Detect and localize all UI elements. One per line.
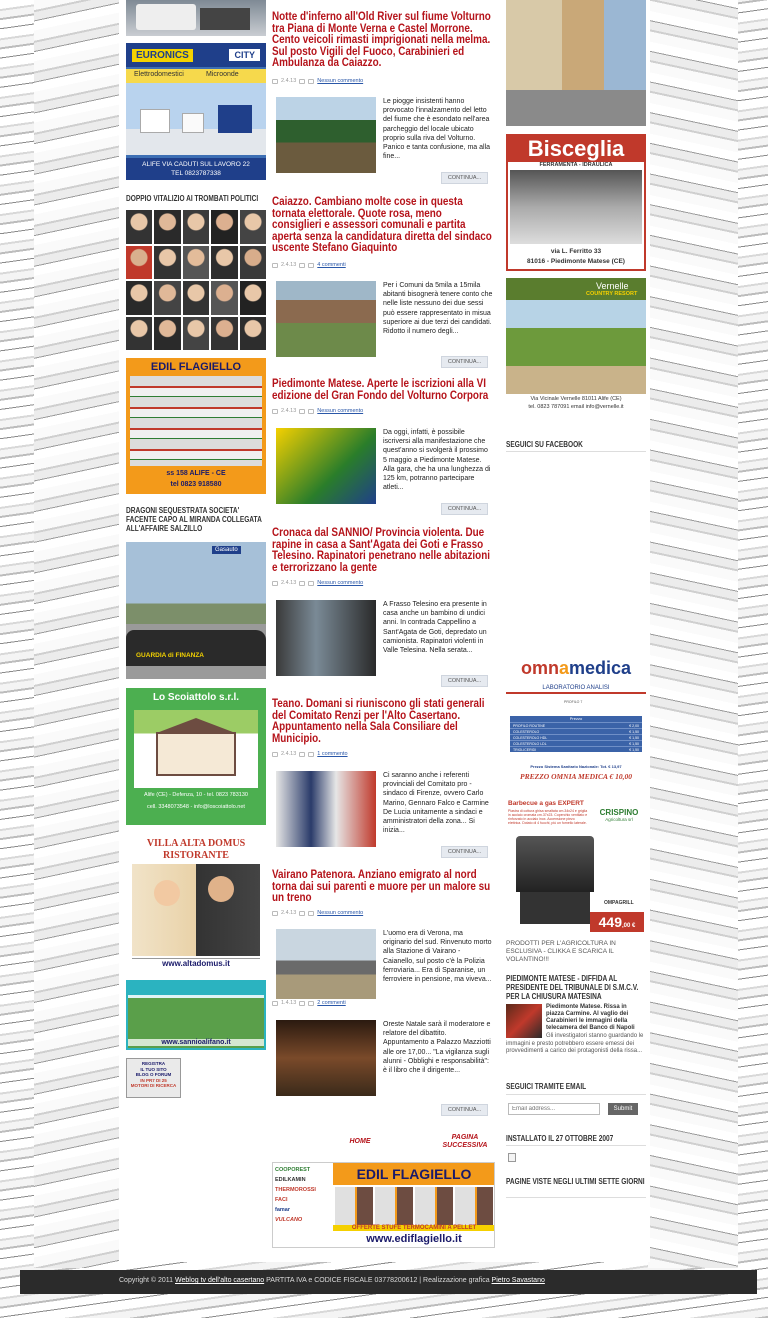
continua-button[interactable]: CONTINUA... [441,675,488,687]
sannio-alifano-ad[interactable] [126,980,266,1050]
comment-icon [308,263,314,268]
euronics-ad[interactable] [126,43,266,180]
comment-icon [308,752,314,757]
post-thumbnail-flood[interactable] [276,97,376,173]
bisceglia-city: 81016 - Piedimonte Matese (CE) [527,258,625,265]
bisceglia-address: via L. Ferritto 33 [550,248,602,255]
post-meta [272,408,363,414]
street-photo[interactable] [506,0,646,126]
widget-divider [506,1145,646,1146]
post-title-link[interactable]: Vairano Patenora. Anziano emigrato al nord torna dai sui parenti e muore per un malore su un treno [272,869,491,904]
crispino-logo [594,808,644,822]
banner-name: EDIL FLAGIELLO [333,1163,495,1185]
bisceglia-name: Bisceglia [508,136,644,162]
edil-flagiello-phone: tel 0823 918580 [170,481,222,488]
comment-icon [308,581,314,586]
post-meta [272,910,363,916]
post-date: 2.4.13 [281,262,297,268]
omnia-price-value: € 1,50 [629,748,639,752]
politicians-photo-grid[interactable] [126,210,266,350]
omnia-price-row [510,746,642,752]
banner-url: www.ediflagiello.it [366,1233,462,1245]
continua-button[interactable]: CONTINUA... [441,172,488,184]
post-thumbnail-caiazzo[interactable] [276,281,376,357]
post-title-link[interactable]: Teano. Domani si riuniscono gli stati generali del Comitato Renzi per l'Alto Casertano. Appuntamento nella Sala Consiliare del Municipio. [272,698,485,745]
villa-alta-domus-name: VILLA ALTA DOMUS [146,838,246,849]
store-sign-elettrodomestici: Elettrodomestici [134,71,184,78]
category-icon [299,911,305,916]
vernelle-ad[interactable] [506,278,646,415]
post-excerpt: Ci saranno anche i referenti provinciali del Comitato pro -sindaco di Firenze, ovvero Carlo Marino, Gennaro Falco e Carmine De Lucia unitamente a sindaci e amministratori della zona... Si inizia... [383,772,489,835]
villa-alta-domus-ad[interactable] [126,834,266,971]
ompagrill-logo: OMPAGRILL [604,900,634,906]
post-thumbnail-renzi[interactable] [276,771,376,847]
gdf-car-label: GUARDIA di FINANZA [136,652,205,659]
villa-alta-domus-sub: RISTORANTE [163,850,229,861]
post-meta [272,78,363,84]
omnia-price-value: € 1,50 [629,736,639,740]
omnia-price-item: TRIGLICERIDI [513,748,537,752]
registra-l3: BLOG O FORUM [135,1072,172,1077]
post-excerpt: Per i Comuni da 5mila a 15mila abitanti bisognerà tenere conto che nelle liste nessuno dei due sessi può essere rappresentato in misua superiore ai due terzi dei candidati. Ridotto il numero degli... [383,282,493,336]
home-link[interactable]: HOME [349,1138,371,1145]
post-comments-link[interactable]: 4 commenti [317,262,346,268]
omnia-price-item: COLESTEROLO [513,730,540,734]
continua-button[interactable]: CONTINUA... [441,846,488,858]
category-icon [299,1001,305,1006]
banner-offer: OFFERTE STUFE TERMOCAMINI A PELLET [333,1225,495,1231]
clock-icon [272,911,278,916]
brand-vulcano: VULCANO [275,1217,303,1223]
post-excerpt: Oreste Natale sarà il moderatore e relatore del dibattito. Appuntamento a Palazzo Mazziotti alle ore 17,00... "La vigilanza sugli alunni - Obblighi e responsabilità": è il libro che il dirigente... [383,1021,491,1075]
category-icon [299,263,305,268]
counter-icon[interactable] [508,1153,516,1162]
guardia-finanza-photo[interactable] [126,542,266,679]
footer-copy: Copyright © 2011 [119,1277,174,1284]
registra-sito-badge[interactable] [126,1058,181,1098]
registra-l4: IN PR7 DI 25 [140,1077,167,1083]
submit-button[interactable]: Submit [608,1103,638,1115]
omnia-sub: LABORATORIO ANALISI [506,682,646,694]
continua-button[interactable]: CONTINUA... [441,503,488,515]
post-thumbnail-treno[interactable] [276,929,376,999]
omnia-name-a: omn [520,658,559,678]
euronics-logo: EURONICS [132,49,193,62]
brand-famar: famar [275,1207,290,1213]
brand-edilkamin: EDILKAMIN [275,1177,306,1183]
post-date: 1.4.13 [281,1000,297,1006]
vernelle-address: Via Vicinale Vernelle 81011 Alife (CE) [530,396,622,402]
registra-l1: REGISTRA [141,1061,166,1066]
post-title-link[interactable]: Caiazzo. Cambiano molte cose in questa tornata elettorale. Quote rosa, meno consiglieri e assessori comunali e partita aperta senza la candidatura diretta del sindaco uscente Stefano Giaquinto [272,196,492,254]
clock-icon [272,79,278,84]
widget-title-vitalizio: DOPPIO VITALIZIO AI TROMBATI POLITICI [126,194,259,203]
post-date: 2.4.13 [281,580,297,586]
edil-flagiello-banner[interactable] [272,1162,495,1248]
comment-icon [308,911,314,916]
post-comments-link[interactable]: 2 commenti [317,1000,346,1006]
omnia-price-value: € 1,50 [629,742,639,746]
scoiattolo-ad[interactable] [126,688,266,825]
comment-icon [308,409,314,414]
post-comments-link[interactable]: Nessun commento [317,408,364,414]
omnia-price-value: € 2,00 [629,724,639,728]
omnia-medica-ad[interactable] [506,654,646,784]
widget-title-diffida: PIEDIMONTE MATESE - DIFFIDA AL PRESIDENTE DEL TRIBUNALE DI S.M.C.V. PER LA CHIUSURA MATESINA [506,974,639,1001]
footer-site-link[interactable]: Weblog tv dell'alto casertano [175,1277,265,1284]
widget-divider [506,1094,646,1095]
widget-divider [506,451,646,452]
omnia-price-item: PROFILO ROUTINE [513,724,546,728]
clock-icon [272,581,278,586]
euronics-phone: TEL 0823787338 [171,170,221,177]
scoiattolo-contact: cell. 3348073548 - info@loscoiattolo.net [147,804,245,810]
category-icon [299,581,305,586]
van-ad[interactable] [126,0,266,36]
footer-mid: PARTITA IVA e CODICE FISCALE 03778200612 | Realizzazione grafica [266,1277,490,1284]
brand-faci: FACI [275,1197,288,1203]
diffida-text: Gli investigatori stanno guardando le immagini e presto potrebbero essere emessi dei provvedimenti a carico dei protagonisti della rissa... [506,1033,644,1054]
barbecue-price-big: 449 [598,914,622,930]
post-date: 2.4.13 [281,910,297,916]
crispino-sub: Agricoltura srl [605,817,633,822]
bisceglia-ad[interactable] [506,134,646,271]
post-title-link[interactable]: Piedimonte Matese. Aperte le iscrizioni alla VI edizione del Gran Fondo del Volturno Corpora [272,378,489,402]
barbecue-price [590,912,644,932]
omnia-price-table [510,716,642,752]
barbecue-desc: Piastra di cottura ghisa smaltata cm.34x24 e griglia in acciaio cromata cm.37x23. Coperchio ventilato e rinforzato in acciaio inox. Accensione piezo elettrica. Dotato di 4 fuochi, più un fornello laterale. [508,809,588,825]
footer-author-link[interactable]: Pietro Savastano [491,1277,545,1284]
euronics-address: ALIFE VIA CADUTI SUL LAVORO 22 [142,161,250,168]
brand-coporest: COOPOREST [275,1167,311,1173]
registra-l5: MOTORI DI RICERCA [130,1083,177,1088]
post-comments-link[interactable]: Nessun commento [317,78,364,84]
barbecue-title: Barbecue a gas EXPERT [508,800,584,807]
post-comments-link[interactable]: 1 commento [317,751,348,757]
category-icon [299,79,305,84]
omnia-mini: PROFILO 7 [564,700,583,704]
next-page-link[interactable]: PAGINA SUCCESSIVA [442,1134,488,1149]
registra-l2: IL TUO SITO [140,1066,167,1072]
barbecue-caption[interactable]: PRODOTTI PER L'AGRICOLTURA IN ESCLUSIVA - CLIKKA E SCARICA IL VOLANTINO!!! [506,940,616,963]
sannio-alifano-url: www.sannioalifano.it [128,1039,264,1046]
email-input[interactable] [508,1103,600,1115]
clock-icon [272,263,278,268]
post-date: 2.4.13 [281,751,297,757]
post-excerpt: L'uomo era di Verona, ma originario del sud. Rinvenuto morto alla Stazione di Vairano - Caianello, sul posto c'è la Polizia ferroviaria... Era di Sparanise, un ferroviere in pensione, ma viveva... [383,930,492,984]
omnia-price-item: COLESTEROLO LDL [513,742,547,746]
omnia-ssn: Prezzo Sistema Sanitario Nazionale: Tot. € 13,97 [530,764,622,769]
post-title-link[interactable]: Cronaca dal SANNIO/ Provincia violenta. Due rapine in casa a Sant'Agata dei Goti e Frasso Telesino. Rapinatori penetrano nelle abitazioni e terrorizzano la gente [272,527,490,574]
post-thumbnail-rapina[interactable] [276,600,376,676]
vernelle-sub: COUNTRY RESORT [586,291,638,297]
clock-icon [272,752,278,757]
post-comments-link[interactable]: Nessun commento [317,910,364,916]
widget-title-facebook: SEGUICI SU FACEBOOK [506,440,583,449]
omnia-price-value: € 1,50 [629,730,639,734]
post-meta [272,751,348,757]
euronics-city: CITY [229,49,260,61]
villa-alta-domus-url: www.altadomus.it [132,958,260,968]
widget-divider [506,1197,646,1198]
post-date: 2.4.13 [281,78,297,84]
post-title-link[interactable]: Notte d'inferno all'Old River sul fiume Volturno tra Piana di Monte Verna e Castel Morrone. Cento veicoli rimasti imprigionati nella melma. Sul posto Vigili del Fuoco, Carabinieri ed Ambulanza da Caiazzo. [272,11,491,69]
gasauto-sign: Gasauto [212,546,241,554]
omnia-table-head: Prezzo [569,716,583,721]
scoiattolo-address: Alife (CE) - Defenza, 10 - tel. 0823 783130 [144,792,248,798]
comment-icon [308,1001,314,1006]
edil-flagiello-ad[interactable] [126,358,266,494]
comment-icon [308,79,314,84]
scoiattolo-name: Lo Scoiattolo s.r.l. [152,692,240,703]
omnia-price-item: COLESTEROLO HDL [513,736,548,740]
clock-icon [272,409,278,414]
post-date: 2.4.13 [281,408,297,414]
newspaper-stack-right [648,0,738,1268]
post-meta [272,1000,346,1006]
post-thumbnail-palazzo[interactable] [276,1020,376,1096]
widget-title-email: SEGUICI TRAMITE EMAIL [506,1082,587,1091]
category-icon [299,752,305,757]
vernelle-phone: tel. 0823 787091 email info@vernelle.it [528,404,624,410]
vernelle-name: Vernelle [596,281,629,291]
edil-flagiello-address: ss 158 ALIFE - CE [166,470,226,477]
post-meta [272,580,363,586]
diffida-headline[interactable]: Piedimonte Matese. Rissa in piazza Carmine. Al vaglio dei Carabinieri le immagini della telecamera del Banco di Napoli [546,1004,635,1031]
post-thumbnail-granfondo[interactable] [276,428,376,504]
store-sign-microonde: Microonde [206,71,239,78]
barbecue-price-small: ,00 € [622,923,636,929]
widget-title-pages: PAGINE VISTE NEGLI ULTIMI SETTE GIORNI [506,1177,645,1186]
post-meta [272,262,346,268]
edil-flagiello-name: EDIL FLAGIELLO [150,361,242,373]
continua-button[interactable]: CONTINUA... [441,1104,488,1116]
brand-thermorossi: THERMOROSSI [275,1187,316,1193]
bisceglia-sub: FERRAMENTA - IDRAULICA [539,162,613,168]
widget-title-installed: INSTALLATO IL 27 OTTOBRE 2007 [506,1134,614,1143]
omnia-name-b: a [558,658,569,678]
widget-title-dragoni: DRAGONI SEQUESTRATA SOCIETA' FACENTE CAPO AL MIRANDA COLLEGATA ALL'AFFAIRE SALZILLO [126,506,262,533]
omnia-price: PREZZO OMNIA MEDICA € 10,00 [520,772,632,781]
clock-icon [272,1001,278,1006]
newspaper-stack-left [34,0,124,1268]
post-excerpt: A Frasso Telesino era presente in casa anche un bambino di undici anni. In contrada Cappellino a Sant'Agata de Goti, depredato un camionista. Rapinatori violenti in Valle Telesina. Nella serata... [383,601,487,655]
footer-copyright [119,1276,559,1290]
barbecue-ad[interactable] [506,800,646,938]
omnia-name-c: medica [568,658,632,678]
category-icon [299,409,305,414]
post-comments-link[interactable]: Nessun commento [317,580,364,586]
continua-button[interactable]: CONTINUA... [441,356,488,368]
post-excerpt: Da oggi, infatti, è possibile iscriversi alla manifestazione che quest'anno si svolgerà il prossimo 5 maggio a Piedimonte Matese. Alla gara, che ha una lunghezza di 125 km, potranno partecipare atleti... [383,429,491,492]
crispino-name: CRISPINO [599,808,639,817]
post-excerpt: Le piogge insistenti hanno provocato l'innalzamento del letto del fiume che è esondato nell'area parcheggio del locale ubicato proprio sulla riva del Volturno. Panico e tanta confusione, ma alla fine... [383,98,491,161]
